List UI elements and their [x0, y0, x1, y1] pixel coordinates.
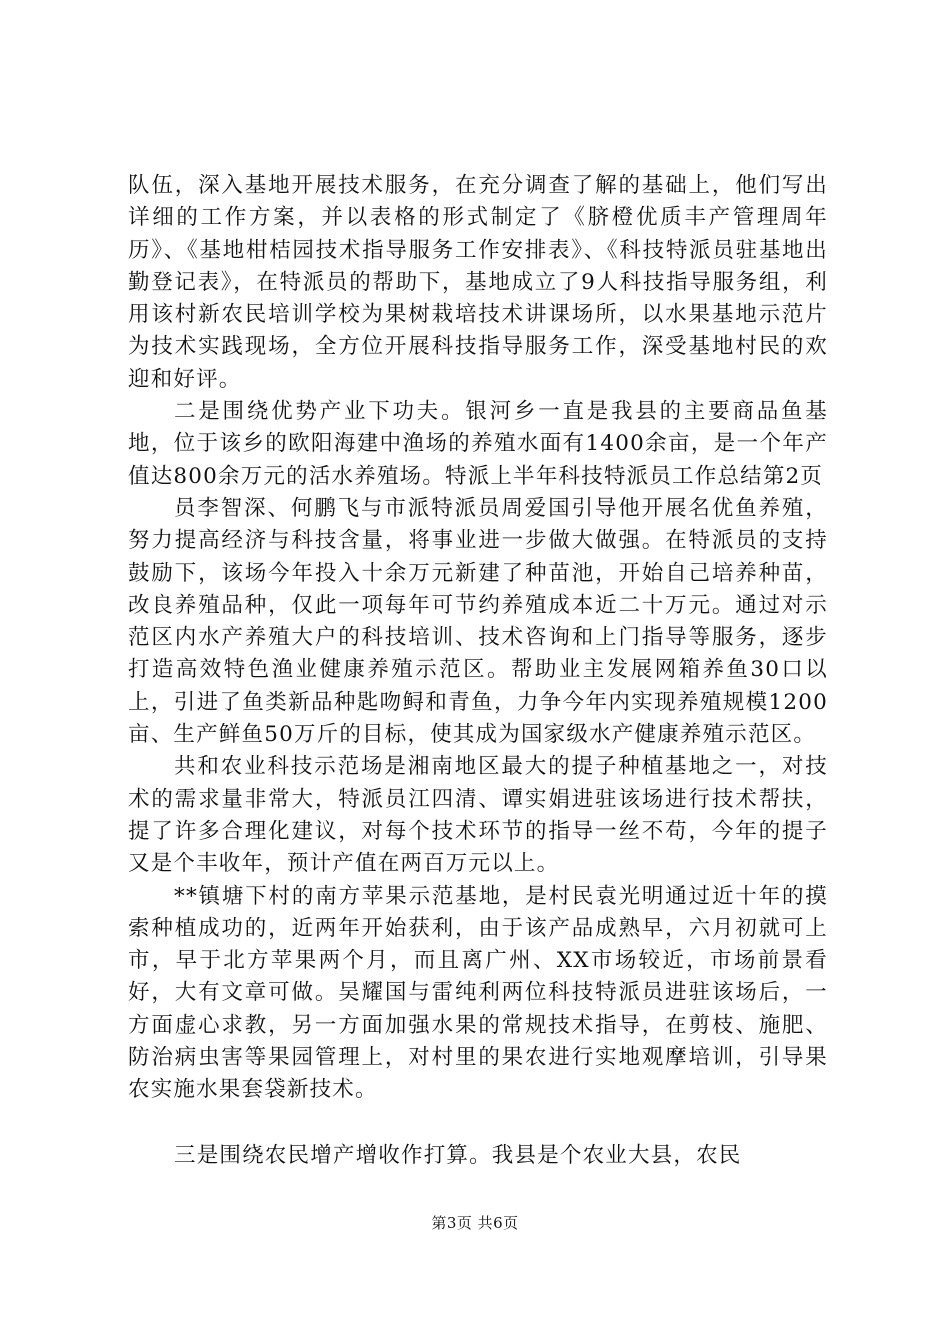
- paragraph-3: 员李智深、何鹏飞与市派特派员周爱国引导他开展名优鱼养殖，努力提高经济与科技含量，将事业进一步做大做强。在特派员的支持鼓励下，该场今年投入十余万元新建了种苗池，开始自己培养种苗，改良养殖品种，仅此一项每年可节约养殖成本近二十万元。通过对示范区内水产养殖大户的科技培训、技术咨询和上门指导等服务，逐步打造高效特色渔业健康养殖示范区。帮助业主发展网箱养鱼30口以上，引进了鱼类新品种匙吻鲟和青鱼，力争今年内实现养殖规模1200亩、生产鲜鱼50万斤的目标，使其成为国家级水产健康养殖示范区。: [128, 495, 828, 748]
- paragraph-5: **镇塘下村的南方苹果示范基地，是村民袁光明通过近十年的摸索种植成功的，近两年开始获利，由于该产品成熟早，六月初就可上市，早于北方苹果两个月，而且离广州、XX市场较近，市场前景看好，大有文章可做。吴耀国与雷纯利两位科技特派员进驻该场后，一方面虚心求教，另一方面加强水果的常规技术指导，在剪枝、施肥、防治病虫害等果园管理上，对村里的果农进行实地观摩培训，引导果农实施水果套袋新技术。: [128, 883, 828, 1103]
- paragraph-6: 三是围绕农民增产增收作打算。我县是个农业大县，农民: [174, 1142, 742, 1168]
- document-body: [128, 170, 828, 1172]
- paragraph-1: 队伍，深入基地开展技术服务，在充分调查了解的基础上，他们写出详细的工作方案，并以表格的形式制定了《脐橙优质丰产管理周年历》、《基地柑桔园技术指导服务工作安排表》、《科技特派员驻基地出勤登记表》，在特派员的帮助下，基地成立了9人科技指导服务组，利用该村新农民培训学校为果树栽培技术讲课场所，以水果基地示范片为技术实践现场，全方位开展科技指导服务工作，深受基地村民的欢迎和好评。: [128, 173, 828, 392]
- page-number-footer: 第3页 共6页: [431, 1214, 519, 1232]
- paragraph-2: 二是围绕优势产业下功夫。银河乡一直是我县的主要商品鱼基地，位于该乡的欧阳海建中渔场的养殖水面有1400余亩，是一个年产值达800余万元的活水养殖场。特派上半年科技特派员工作总结第2页: [128, 399, 828, 489]
- paragraph-4: 共和农业科技示范场是湘南地区最大的提子种植基地之一，对技术的需求量非常大，特派员江四清、谭实娟进驻该场进行技术帮扶，提了许多合理化建议，对每个技术环节的指导一丝不苟，今年的提子又是个丰收年，预计产值在两百万元以上。: [128, 754, 828, 877]
